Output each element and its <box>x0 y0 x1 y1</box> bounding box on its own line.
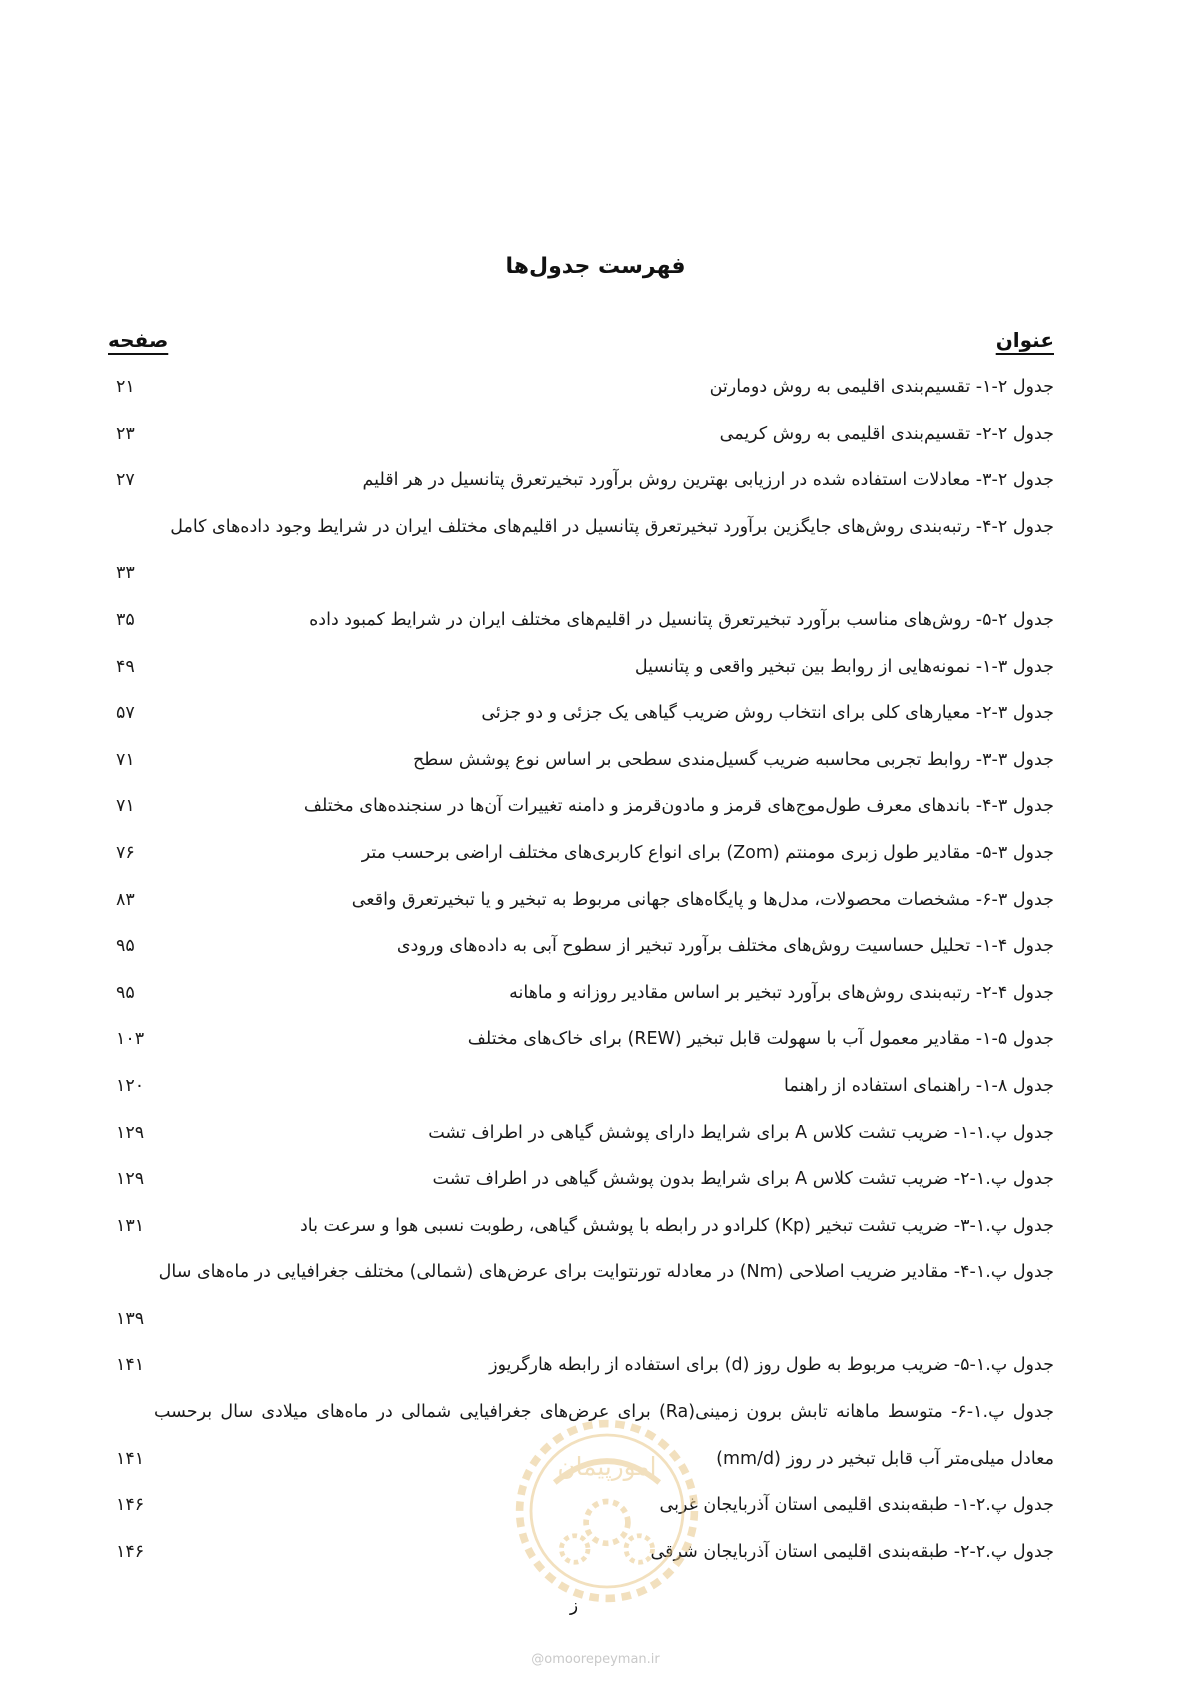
entry-title: جدول پ.۲-۱- طبقه‌بندی اقلیمی استان آذربایجان غربی <box>659 1495 1054 1516</box>
entry-page: ۲۷ <box>116 470 135 491</box>
toc-entry[interactable] <box>108 597 1054 644</box>
entry-page: ۱۳۱ <box>116 1215 145 1236</box>
entry-page: ۵۷ <box>116 703 135 724</box>
entry-title: جدول ۳-۱- نمونه‌هایی از روابط بین تبخیر واقعی و پتانسیل <box>634 656 1054 677</box>
entry-title: جدول پ.۱-۵- ضریب مربوط به طول روز (d) برای استفاده از رابطه هارگریوز <box>489 1355 1054 1376</box>
entry-page: ۷۶ <box>116 842 135 863</box>
page-title: فهرست جدول‌ها <box>505 254 686 279</box>
toc-entry[interactable] <box>108 923 1054 970</box>
entry-title: جدول ۴-۲- رتبه‌بندی روش‌های برآورد تبخیر بر اساس مقادیر روزانه و ماهانه <box>509 982 1054 1003</box>
toc-header <box>108 318 1054 352</box>
entry-page: ۱۳۹ <box>116 1308 145 1329</box>
entry-page: ۳۳ <box>116 563 135 584</box>
entry-title: جدول پ.۱-۴- مقادیر ضریب اصلاحی (Nm) در معادله تورنتوایت برای عرض‌های (شمالی) مختلف جغرافیایی در ماه‌های سال <box>158 1262 1054 1283</box>
entry-title: جدول ۲-۴- رتبه‌بندی روش‌های جایگزین برآورد تبخیرتعرق پتانسیل در اقلیم‌های مختلف ایران در شرایط وجود داده‌های کامل <box>170 516 1054 537</box>
title-column-header: عنوان <box>995 328 1054 352</box>
entry-title: جدول ۲-۵- روش‌های مناسب برآورد تبخیرتعرق پتانسیل در اقلیم‌های مختلف ایران در شرایط کمبود داده <box>309 609 1054 630</box>
entry-title: جدول ۲-۳- معادلات استفاده شده در ارزیابی بهترین روش برآورد تبخیرتعرق پتانسیل در هر اقلیم <box>362 470 1054 491</box>
entry-page: ۲۱ <box>116 377 135 397</box>
entry-page: ۷۱ <box>116 796 135 817</box>
entry-title: جدول پ.۱-۶- متوسط ماهانه تابش برون زمینی(Ra) برای عرض‌های جغرافیایی شمالی در ماه‌های میلادی سال برحسب معادل میلی‌متر آب قابل تبخیر در روز (mm/d) <box>154 1402 1054 1469</box>
toc-entry[interactable] <box>108 877 1054 924</box>
entry-title: جدول ۵-۱- مقادیر معمول آب با سهولت قابل تبخیر (REW) برای خاک‌های مختلف <box>467 1029 1054 1050</box>
toc-entry[interactable] <box>108 1203 1054 1250</box>
toc-entry[interactable] <box>108 411 1054 458</box>
entry-page: ۹۵ <box>116 982 135 1003</box>
entry-title: جدول ۳-۶- مشخصات محصولات، مدل‌ها و پایگاه‌های جهانی مربوط به تبخیر و یا تبخیرتعرق واقعی <box>351 889 1054 910</box>
toc-entry[interactable] <box>108 783 1054 830</box>
toc-entry[interactable] <box>108 690 1054 737</box>
entry-title: جدول ۴-۱- تحلیل حساسیت روش‌های مختلف برآورد تبخیر از سطوح آبی به داده‌های ورودی <box>396 936 1054 957</box>
entry-title: جدول ۳-۲- معیارهای کلی برای انتخاب روش ضریب گیاهی یک جزئی و دو جزئی <box>481 703 1054 724</box>
entry-title: جدول پ.۱-۲- ضریب تشت کلاس A برای شرایط بدون پوشش گیاهی در اطراف تشت <box>432 1169 1054 1190</box>
toc-entry[interactable] <box>108 364 1054 411</box>
entry-title: جدول ۳-۵- مقادیر طول زبری مومنتم (Zom) برای انواع کاربری‌های مختلف اراضی برحسب متر <box>361 842 1054 863</box>
gear-seal-icon <box>512 1416 702 1606</box>
entry-page: ۱۴۶ <box>116 1541 145 1562</box>
entry-page: ۷۱ <box>116 749 135 770</box>
toc-entry[interactable] <box>108 1016 1054 1063</box>
entry-page: ۱۰۳ <box>116 1029 145 1050</box>
entry-page: ۸۳ <box>116 889 135 910</box>
entry-title: جدول ۲-۲- تقسیم‌بندی اقلیمی به روش کریمی <box>719 423 1054 444</box>
toc-entry[interactable] <box>108 1342 1054 1389</box>
toc-entry[interactable] <box>108 504 1054 597</box>
toc-entry[interactable] <box>108 457 1054 504</box>
entry-page: ۱۴۱ <box>116 1448 145 1469</box>
toc-entry[interactable] <box>108 1249 1054 1342</box>
watermark-text: امورپیمان <box>557 1451 657 1481</box>
entry-title: جدول ۳-۴- باندهای معرف طول‌موج‌های قرمز و مادون‌قرمز و دامنه تغییرات آن‌ها در سنجنده‌های مختلف <box>303 796 1054 817</box>
entry-title: جدول پ.۱-۳- ضریب تشت تبخیر (Kp) کلرادو در رابطه با پوشش گیاهی، رطوبت نسبی هوا و سرعت باد <box>299 1215 1054 1236</box>
page-number: ز <box>569 1596 579 1616</box>
toc-entry[interactable] <box>108 1110 1054 1157</box>
entry-page: ۱۲۹ <box>116 1122 145 1143</box>
watermark-url: @omoorepeyman.ir <box>531 1652 660 1667</box>
toc-entry[interactable] <box>108 1156 1054 1203</box>
page-column-header: صفحه <box>108 328 169 352</box>
table-of-tables <box>108 364 1054 1575</box>
entry-title: جدول ۳-۳- روابط تجربی محاسبه ضریب گسیل‌مندی سطحی بر اساس نوع پوشش سطح <box>412 749 1054 770</box>
entry-page: ۱۴۱ <box>116 1355 145 1376</box>
entry-title: جدول ۸-۱- راهنمای استفاده از راهنما <box>784 1075 1054 1096</box>
entry-page: ۹۵ <box>116 936 135 957</box>
toc-entry[interactable] <box>108 737 1054 784</box>
entry-page: ۱۲۰ <box>116 1075 145 1096</box>
entry-page: ۳۵ <box>116 609 135 630</box>
toc-entry[interactable] <box>108 830 1054 877</box>
toc-entry[interactable] <box>108 644 1054 691</box>
entry-page: ۲۳ <box>116 423 135 444</box>
entry-page: ۴۹ <box>116 656 135 677</box>
entry-title: جدول پ.۲-۲- طبقه‌بندی اقلیمی استان آذربایجان شرقی <box>650 1541 1054 1562</box>
toc-entry[interactable] <box>108 970 1054 1017</box>
entry-title: جدول پ.۱-۱- ضریب تشت کلاس A برای شرایط دارای پوشش گیاهی در اطراف تشت <box>428 1122 1054 1143</box>
entry-title: جدول ۲-۱- تقسیم‌بندی اقلیمی به روش دومارتن <box>709 377 1054 397</box>
entry-page: ۱۲۹ <box>116 1169 145 1190</box>
toc-entry[interactable] <box>108 1063 1054 1110</box>
entry-page: ۱۴۶ <box>116 1495 145 1516</box>
